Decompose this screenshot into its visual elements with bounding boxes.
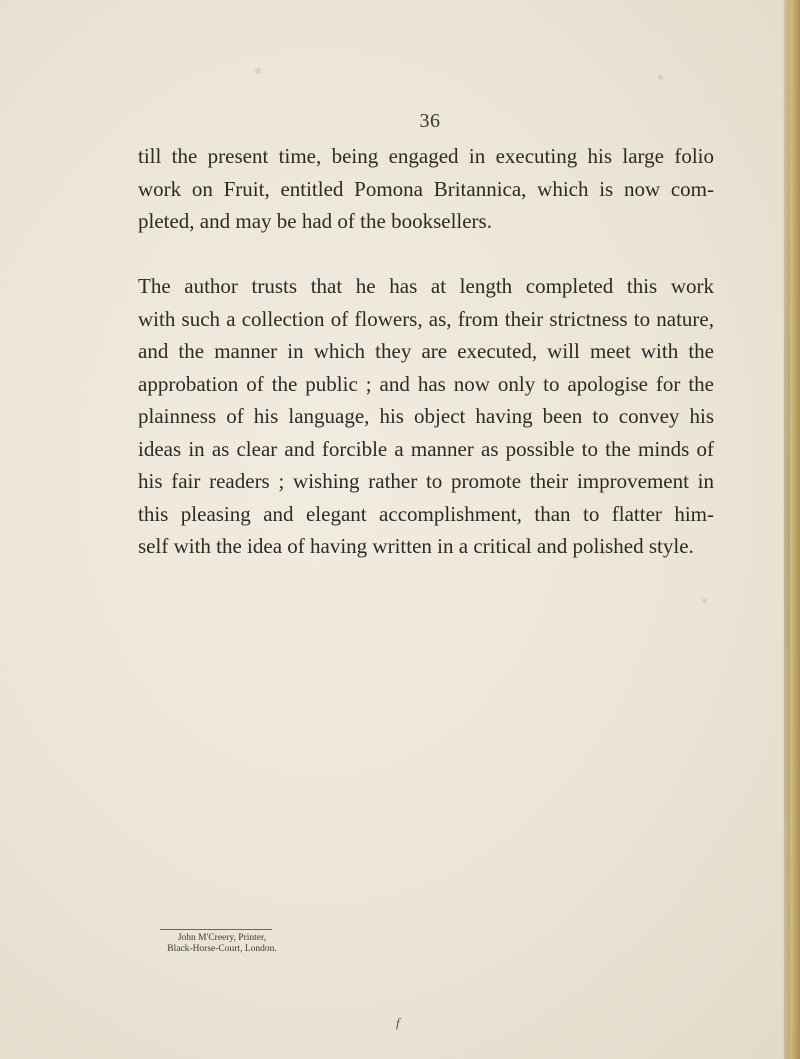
- page-edge-stain: [784, 0, 790, 1059]
- text-line: approbation of the public ; and has now only to apologise for the: [138, 371, 714, 396]
- paper-spot: [702, 598, 707, 603]
- text-line: and the manner in which they are executed, will meet with the: [138, 339, 714, 363]
- paper-spot: [255, 68, 261, 74]
- text-line: pleted, and may be had of the booksellers.: [138, 209, 492, 233]
- text-line: till the present time, being engaged in executing his large folio: [138, 144, 714, 168]
- imprint-rule: [160, 929, 272, 930]
- paragraph-1: [138, 140, 714, 238]
- printer-imprint: [152, 933, 292, 955]
- paper-spot: [658, 75, 663, 80]
- text-line: this pleasing and elegant accomplishment, than to flatter him-: [138, 501, 714, 526]
- text-line: plainness of his language, his object having been to convey his: [138, 404, 714, 428]
- text-line: work on Fruit, entitled Pomona Britannica, which is now com-: [138, 176, 714, 201]
- paragraph-2: [138, 270, 714, 563]
- text-line: with such a collection of flowers, as, from their strictness to nature,: [138, 306, 714, 331]
- page-number: 36: [419, 110, 441, 132]
- text-line: his fair readers ; wishing rather to promote their improvement in: [138, 469, 714, 493]
- imprint-line-printer: John M'Creery, Printer,: [177, 933, 267, 943]
- stray-mark: f: [396, 1015, 400, 1030]
- imprint-line-address: Black-Horse-Court, London.: [167, 944, 277, 954]
- text-line: ideas in as clear and forcible a manner as possible to the minds of: [138, 436, 714, 461]
- text-line: The author trusts that he has at length completed this work: [138, 274, 714, 298]
- text-line: self with the idea of having written in a critical and polished style.: [138, 534, 694, 558]
